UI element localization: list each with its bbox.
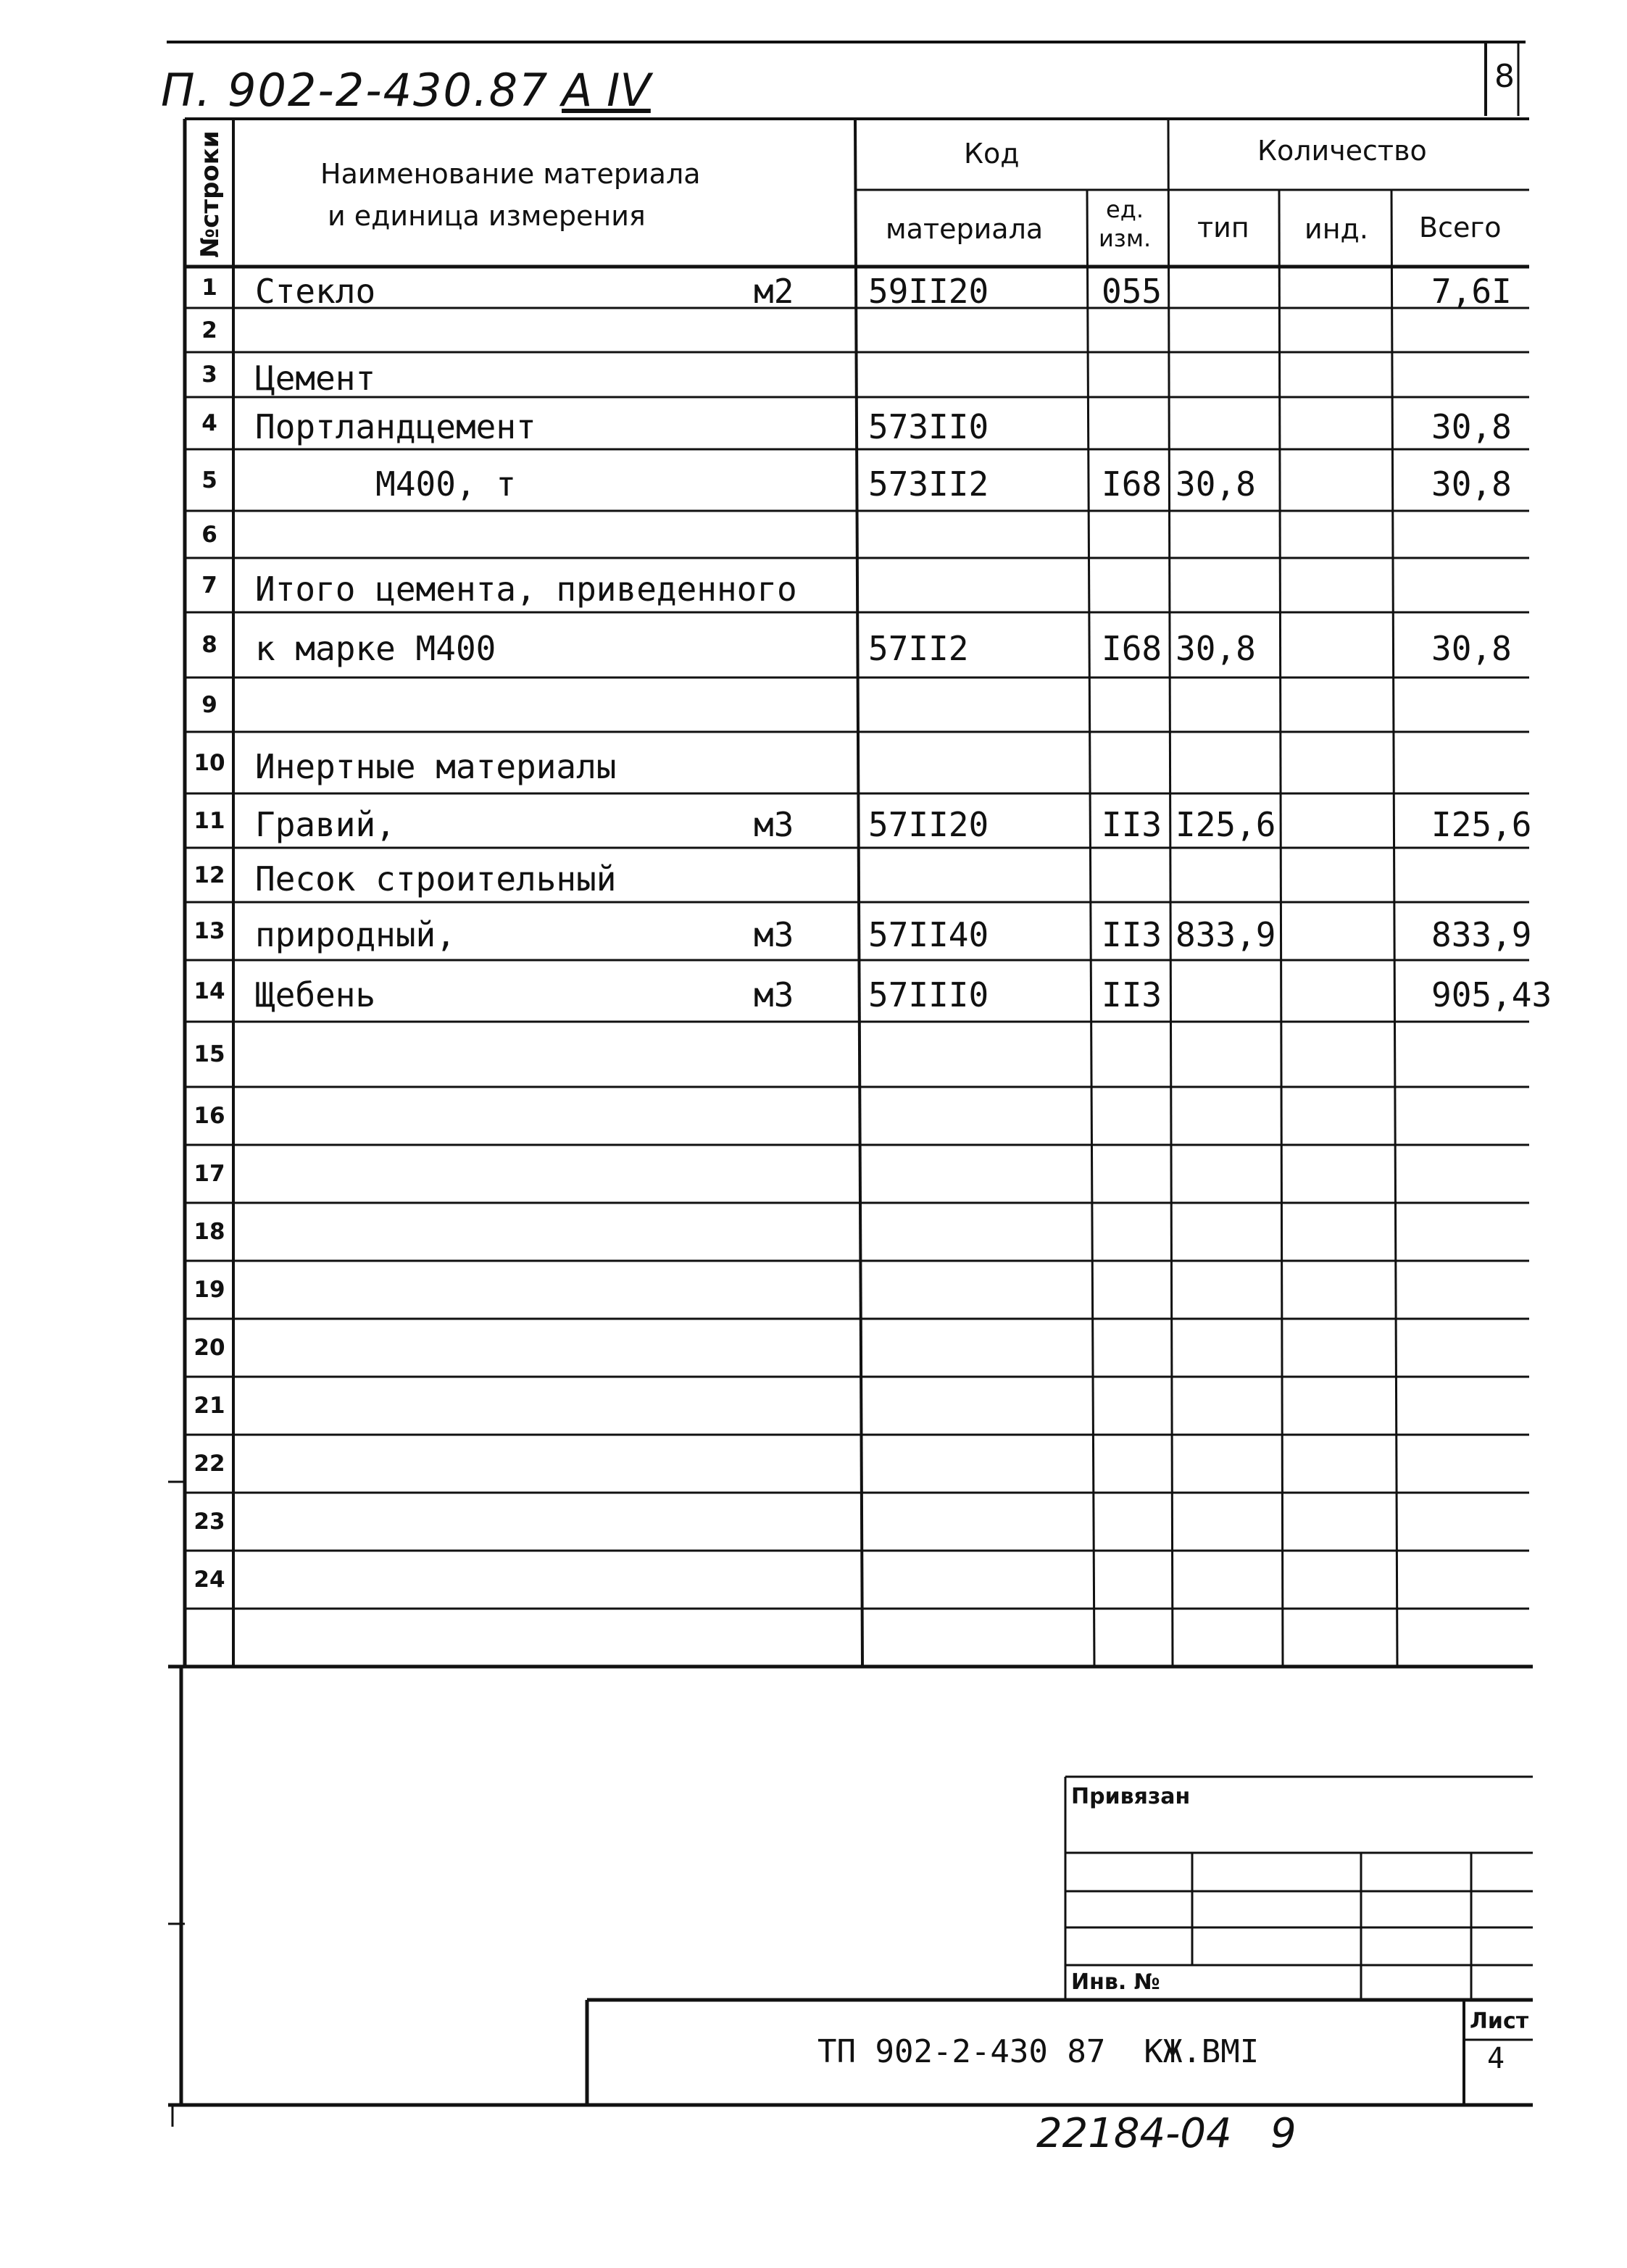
quantity-total: 833,9	[1431, 915, 1532, 954]
material-code: 57II20	[868, 804, 989, 844]
material-name: Итого цемента, приведенного	[255, 569, 797, 609]
material-name: природный,	[255, 915, 456, 954]
unit-header-line2: изм.	[1099, 225, 1152, 252]
material-name: Цемент	[255, 359, 376, 398]
row-number: 21	[194, 1393, 225, 1419]
sheet-number: 4	[1487, 2042, 1505, 2075]
code-header: Код	[964, 138, 1020, 170]
total-header: Всего	[1419, 212, 1502, 243]
row-number: 10	[194, 749, 225, 776]
archive-number: 22184-04 9	[1036, 2110, 1297, 2157]
row-number: 7	[201, 572, 217, 599]
material-code: 59II20	[868, 271, 989, 311]
quantity-type: I25,6	[1175, 804, 1276, 844]
material-code: 573II2	[868, 464, 989, 504]
row-number: 15	[194, 1041, 225, 1067]
unit-code: II3	[1102, 975, 1162, 1014]
unit-code: I68	[1102, 464, 1162, 504]
unit-code: I68	[1102, 629, 1162, 668]
material-name: к марке М400	[255, 629, 496, 668]
material-name: Щебень	[255, 975, 376, 1014]
row-number: 5	[201, 467, 217, 493]
inventory-number-label: Инв. №	[1071, 1969, 1160, 1995]
unit-header-line1: ед.	[1106, 196, 1144, 223]
row-number: 16	[194, 1103, 225, 1129]
row-number: 18	[194, 1219, 225, 1245]
material-code: 57II2	[868, 629, 969, 668]
quantity-total: 30,8	[1431, 464, 1512, 504]
material-code: 57II40	[868, 915, 989, 954]
quantity-total: I25,6	[1431, 804, 1532, 844]
material-code: 573II0	[868, 407, 989, 446]
row-number: 13	[194, 918, 225, 944]
row-number: 24	[194, 1567, 225, 1593]
row-number: 3	[201, 362, 217, 388]
row-number: 23	[194, 1509, 225, 1535]
material-unit: м3	[754, 975, 794, 1014]
attached-label: Привязан	[1071, 1784, 1191, 1809]
name-header-line2: и единица измерения	[328, 200, 646, 232]
row-number: 14	[194, 977, 225, 1004]
material-unit: м3	[754, 804, 794, 844]
unit-code: II3	[1102, 915, 1162, 954]
row-number-header: №строки	[196, 130, 225, 258]
material-name: Портландцемент	[255, 407, 536, 446]
material-code: 57III0	[868, 975, 989, 1014]
row-number: 4	[201, 410, 217, 436]
album-number: А IV	[562, 64, 651, 117]
type-header: тип	[1197, 212, 1249, 243]
row-number: 17	[194, 1161, 225, 1187]
quantity-total: 7,6I	[1431, 271, 1512, 311]
row-number: 11	[194, 807, 225, 834]
row-number: 6	[201, 521, 217, 548]
row-number: 19	[194, 1277, 225, 1303]
material-unit: м3	[754, 915, 794, 954]
name-header-line1: Наименование материала	[320, 158, 701, 190]
quantity-total: 30,8	[1431, 407, 1512, 446]
material-name: М400, т	[255, 464, 517, 504]
quantity-header: Количество	[1257, 135, 1427, 167]
document-code: П. 902-2-430.87	[161, 64, 549, 117]
sheet-label: Лист	[1470, 2009, 1529, 2034]
unit-code: II3	[1102, 804, 1162, 844]
row-number: 2	[201, 317, 217, 343]
page-number: 8	[1494, 58, 1515, 95]
material-name: Гравий,	[255, 804, 396, 844]
material-code-header: материала	[886, 213, 1044, 245]
individual-header: инд.	[1304, 213, 1368, 245]
quantity-type: 30,8	[1175, 464, 1256, 504]
quantity-total: 30,8	[1431, 629, 1512, 668]
row-number: 20	[194, 1335, 225, 1361]
material-name: Инертные материалы	[255, 746, 617, 786]
quantity-type: 833,9	[1175, 915, 1276, 954]
row-number: 12	[194, 862, 225, 888]
quantity-type: 30,8	[1175, 629, 1256, 668]
stamp-document-code: ТП 902-2-430 87 КЖ.ВМI	[817, 2033, 1260, 2070]
row-number: 1	[201, 274, 217, 301]
material-name: Стекло	[255, 271, 376, 311]
row-number: 9	[201, 691, 217, 718]
unit-code: 055	[1102, 271, 1162, 311]
material-name: Песок строительный	[255, 859, 617, 899]
row-number: 22	[194, 1451, 225, 1477]
row-number: 8	[201, 632, 217, 658]
quantity-total: 905,43	[1431, 975, 1552, 1014]
material-unit: м2	[754, 271, 794, 311]
